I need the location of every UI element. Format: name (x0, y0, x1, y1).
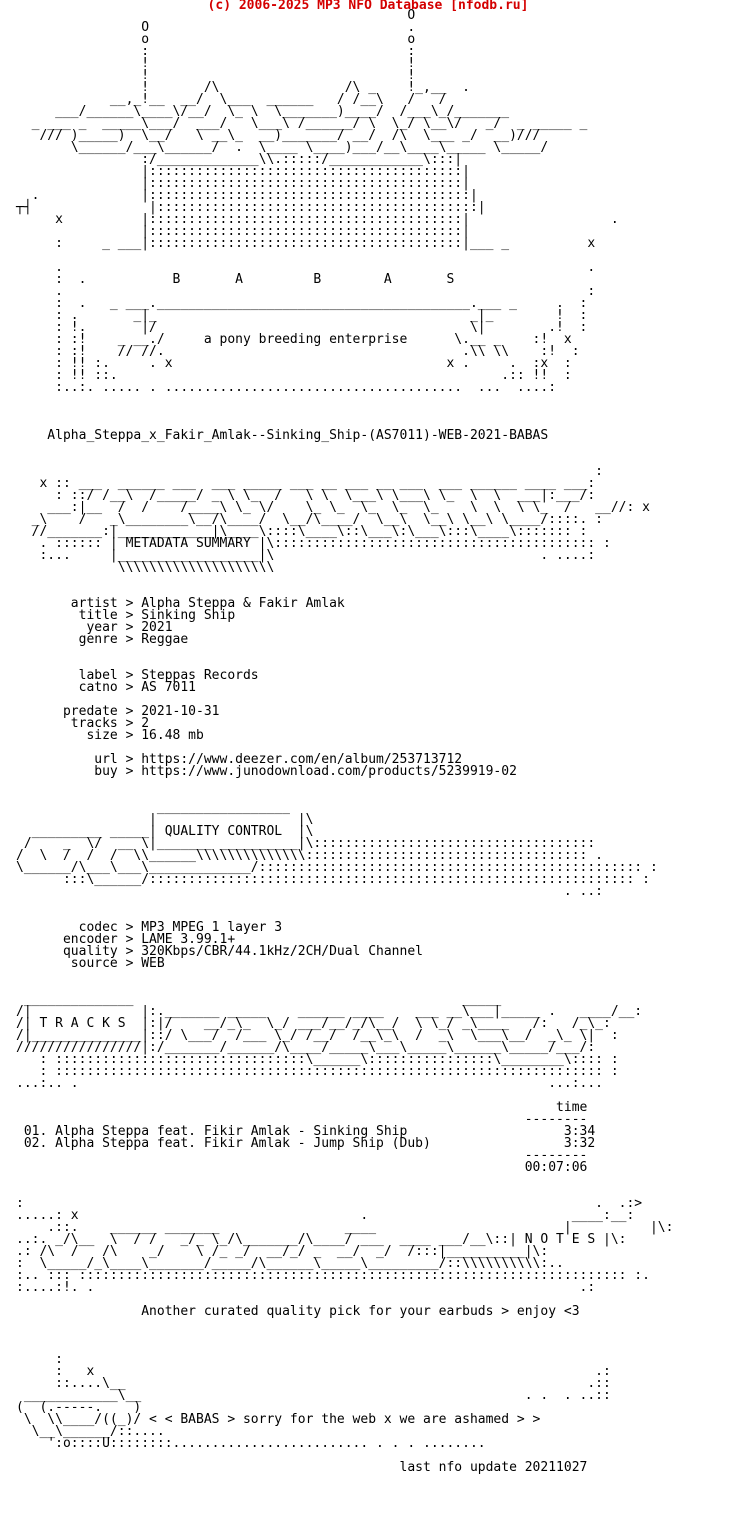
logo-art-line: __,_!__ __/ \___ ______ / /__\ / / (16, 92, 447, 107)
logo-art-line: ! /\ /\ _ !_,__ . (16, 80, 470, 95)
footer-art-line: : (16, 1352, 63, 1367)
tracks-art-line: ////////////////|:/_______/______/\____/_____\___\_____\______\_____/___/: (16, 1040, 596, 1055)
metadata-row: label > Steppas Records (16, 668, 259, 683)
logo-art-line: : :! // //. .\\ \\ :! : (16, 344, 580, 359)
metadata-row: buy > https://www.junodownload.com/products/5239919-02 (16, 764, 517, 779)
logo-art-line: : :! _ __./ a pony breeding enterprise \.__ _ :! x (16, 332, 572, 347)
logo-art-line: o o (16, 32, 416, 47)
notes-art-line: .....: x . ____:__: (16, 1208, 635, 1223)
footer-art-line: \ \\____/((_)/ < < BABAS > sorry for the web x we are ashamed > > (16, 1412, 541, 1427)
logo-art-line: |::::::::::::::::::::::::::::::::::::::::| (16, 164, 470, 179)
metadata-art-line: :... |__________________|\ . ....: (16, 548, 596, 563)
footer-art-line: ( (.-----. ) (16, 1400, 142, 1415)
logo-art-line: |::::::::::::::::::::::::::::::::::::::::| (16, 224, 470, 239)
logo-art-line: : . B A B A S (16, 272, 455, 287)
logo-art-line: O . (16, 20, 416, 35)
tracks-art-line: ...:.. . ...:... (16, 1076, 603, 1091)
quality-art-line: | |\ (16, 812, 314, 827)
logo-art-line: /// )_____) \__/ \ __\_ __)_______/ __/ /\ \___ _/ __)/// (16, 128, 549, 143)
logo-art-line: . . (16, 260, 596, 275)
metadata-row: predate > 2021-10-31 (16, 704, 220, 719)
quality-art-line: _________ _____| QUALITY CONTROL |\ (16, 824, 314, 839)
release-name: Alpha_Steppa_x_Fakir_Amlak--Sinking_Ship-(AS7011)-WEB-2021-BABAS (16, 428, 549, 443)
metadata-row: title > Sinking Ship (16, 608, 236, 623)
quality-row: codec > MP3 MPEG 1 layer 3 (16, 920, 283, 935)
logo-art-line: _ ___ _ _____\___/ ___/ \___\ /______/ \ \_/ \__\/ _/ _ _____ _ (16, 116, 588, 131)
track-row: 02. Alpha Steppa feat. Fikir Amlak - Jump Ship (Dub) 3:32 (16, 1136, 596, 1151)
tracks-time-header: time (16, 1100, 588, 1115)
quality-row: encoder > LAME 3.99.1+ (16, 932, 236, 947)
quality-art-line: \______/\___\___\_____________/::::::::::::::::::::::::::::::::::::::::::::::::: : (16, 860, 658, 875)
logo-art-line: ┬┤ |:::::::::::::::::::::::::::::::::::::::::| (16, 200, 486, 215)
tracks-art-line: : ::::::::::::::::::::::::::::::::\______\::::::::::::::::\________\:::: : (16, 1052, 619, 1067)
notes-art-line: : . .:> (16, 1196, 643, 1211)
metadata-art-line: : ::/ /__\ /_____/ _ \ \_ / \ \ \___\ \___\ \_ \ \ ___|:___/: (16, 488, 596, 503)
metadata-row: tracks > 2 (16, 716, 150, 731)
logo-art-line: |::::::::::::::::::::::::::::::::::::::::| (16, 176, 470, 191)
logo-art-line: O (16, 8, 416, 23)
notes-art-line: .::. ______ _______ ____ | |\: (16, 1220, 674, 1235)
metadata-art-line: \\\\\\\\\\\\\\\\\\\\ (16, 560, 275, 575)
metadata-art-line: . :::::: | METADATA SUMMARY |\::::::::::::::::::::::::::::::::::::::::: : (16, 536, 611, 551)
tracks-art-line: /|______________|::/ \___/ /___ \_/ /__/ /__\_\ / _\ \___\__/ _\_ \| : (16, 1028, 619, 1043)
quality-art-line: _________________ (16, 800, 290, 815)
notes-text: Another curated quality pick for your earbuds > enjoy <3 (16, 1304, 580, 1319)
quality-art-line: :::\______/:::::::::::::::::::::::::::::::::::::::::::::::::::::::::::::: : (16, 872, 650, 887)
nfo-text (16, 10, 673, 1474)
tracks-art-line: : :::::::::::::::::::::::::::::::::::::::::::::::::::::::::::::::::::::: : (16, 1064, 619, 1079)
footer-art-line: ____________\__ . . . ..:: (16, 1388, 611, 1403)
tracks-divider: -------- (16, 1112, 588, 1127)
metadata-art-line: _\ / _\________\__/\____/ \__/\____/ \__\ \__\ \__\ \____/::::. : (16, 512, 603, 527)
tracks-art-line: /| |:._______ _____ ______ ____ ___ __\___|_____ . ____/__: (16, 1004, 643, 1019)
notes-art-line: ..:. _/\__ \ / / _/_ \_/\_______/\____/ ___ ____ ___/__\::| N O T E S |\: (16, 1232, 627, 1247)
logo-art-line: : _ ___|::::::::::::::::::::::::::::::::::::::::|___ _ x (16, 236, 596, 251)
notes-art-line: :....:!. . .: (16, 1280, 596, 1295)
tracks-total-time: 00:07:06 (16, 1160, 588, 1175)
track-row: 01. Alpha Steppa feat. Fikir Amlak - Sinking Ship 3:34 (16, 1124, 596, 1139)
logo-art-line: : !! :. . x x . . :x : (16, 356, 572, 371)
logo-art-line: :..:. ..... . ...................................... ... ....: (16, 380, 557, 395)
logo-art-line: x |::::::::::::::::::::::::::::::::::::::::| . (16, 212, 619, 227)
footer-art-line: \__\______/::.... (16, 1424, 165, 1439)
metadata-art-line: : (16, 464, 603, 479)
logo-art-line: : : (16, 44, 416, 59)
logo-art-line: . |:::::::::::::::::::::::::::::::::::::::::| (16, 188, 478, 203)
nfodb-header: (c) 2006-2025 MP3 NFO Database [nfodb.ru] (207, 0, 529, 13)
footer-art-line: ':o::::U::::::::......................... . . . ........ (16, 1436, 486, 1451)
logo-art-line: : !! ::. .:: !! : (16, 368, 572, 383)
metadata-row: size > 16.48 mb (16, 728, 204, 743)
footer-art-line: : x .: (16, 1364, 611, 1379)
logo-art-line: . : (16, 284, 596, 299)
logo-art-line: \______/___\______/ . \____ \____)___/__\____\_____ \_____/ (16, 140, 549, 155)
logo-art-line: : !. |/ \| .! : (16, 320, 588, 335)
tracks-art-line: /| T R A C K S |:|/ __/_\_ \_/ ___/__/_/\__/ \ \_/ _\____ /: /_\_: (16, 1016, 611, 1031)
metadata-art-line: //_______:|____________|\____\::::\____\::\___\:\___\:::\____\::::::: : (16, 524, 588, 539)
metadata-row: url > https://www.deezer.com/en/album/253713712 (16, 752, 463, 767)
metadata-row: catno > AS 7011 (16, 680, 197, 695)
metadata-art-line: x :: ___ ______ ___ ___ _____ ___ __ ___ __ ___ ___ ______ ____ ___: (16, 476, 596, 491)
notes-art-line: :.. ::: :::::::::::::::::::::::::::::::::::::::::::::::::::::::::::::::::::::: :. (16, 1268, 650, 1283)
logo-art-line: : . _|_ _|_ ! : (16, 308, 588, 323)
last-update: last nfo update 20211027 (16, 1460, 588, 1475)
logo-art-line: ! ! (16, 56, 416, 71)
metadata-art-line: ___:|__ / / /____\ \_ \/ \_ \_ \_ \_ \_ \ \ \ \_ / __//: x (16, 500, 650, 515)
quality-art-line: / \ / / / \\______\\\\\\\\\\\\\\:::::::::::::::::::::::::::::::::::: . (16, 848, 603, 863)
metadata-row: year > 2021 (16, 620, 173, 635)
notes-art-line: : \_____/_\____\_______/_____/\______\_____\_________/::\\\\\\\\\\:.. (16, 1256, 564, 1271)
logo-art-line: :/_____________\\.:::::/____________\:::| (16, 152, 463, 167)
logo-art-line: : . _ ___.________________________________________.___ _ . : (16, 296, 588, 311)
quality-row: source > WEB (16, 956, 165, 971)
tracks-art-line: ______________ _____ (16, 992, 502, 1007)
tracks-divider: -------- (16, 1148, 588, 1163)
logo-art-line: ___/______\____\/__/ \_ \ \_______)____/ /___\_/_______ (16, 104, 510, 119)
logo-art-line: ! ! (16, 68, 416, 83)
quality-art-line: . ..: (16, 884, 603, 899)
footer-art-line: ::....\__ .:: (16, 1376, 611, 1391)
metadata-row: artist > Alpha Steppa & Fakir Amlak (16, 596, 345, 611)
metadata-row: genre > Reggae (16, 632, 189, 647)
notes-art-line: .: /\ / /\ _/ \ /_ _/ __/_/ _ __/ _/ /:::|__________|\: (16, 1244, 549, 1259)
quality-row: quality > 320Kbps/CBR/44.1kHz/2CH/Dual Channel (16, 944, 423, 959)
quality-art-line: / _ \/ __ \|_______ __________|\:::::::::::::::::::::::::::::::::::: (16, 836, 596, 851)
